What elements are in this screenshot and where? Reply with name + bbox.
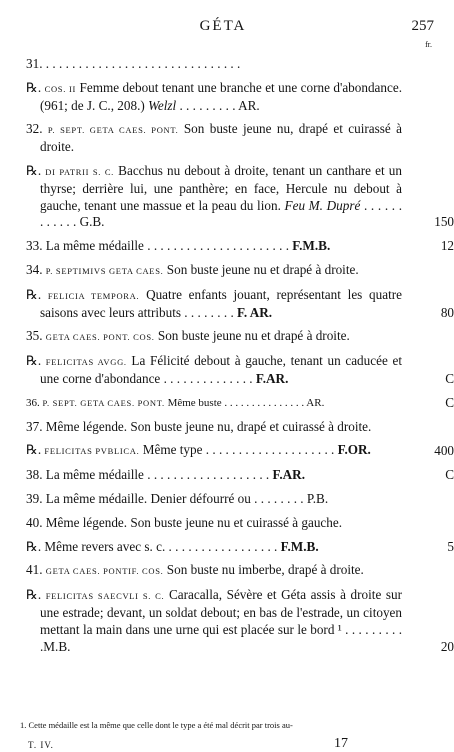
- catalog-entry: [26, 562, 402, 580]
- footnote: 1. Cette médaille est la même que celle dont le type a été mal décrit par trois au-: [20, 720, 293, 730]
- metal-grade: AR.: [306, 396, 325, 409]
- metal-grade: F. AR.: [237, 304, 273, 320]
- catalog-entry: [26, 419, 402, 436]
- catalog-entry: [26, 328, 402, 346]
- metal-grade: F.AR.: [255, 370, 289, 386]
- rarity-value: 12: [440, 238, 454, 254]
- coin-legend: DI PATRII S. C.: [45, 166, 115, 177]
- entry-description: La même médaille: [45, 238, 144, 254]
- page-number: 257: [411, 18, 434, 34]
- coin-legend: GETA CAES. PONTIF. COS.: [45, 566, 164, 577]
- catalog-entry: [26, 538, 454, 556]
- catalog-entry: [26, 491, 402, 508]
- source-name: Welzl: [148, 97, 177, 113]
- catalog-entry: [26, 353, 454, 388]
- page-title: GÉTA: [199, 18, 247, 34]
- entry-number: 37.: [26, 418, 43, 434]
- metal-grade: P.B.: [306, 490, 329, 506]
- column-unit-marker: fr.: [425, 40, 432, 49]
- entry-number: 41.: [26, 562, 43, 578]
- metal-grade: .M.B.: [40, 638, 71, 654]
- entry-number: 36.: [26, 396, 40, 409]
- rarity-value: 150: [434, 214, 454, 230]
- catalog-entry: [26, 442, 454, 460]
- entry-description: Caracalla, Sévère et Géta assis à droite sur une estrade; devant, un soldat debout; en bas de l'estrade, un citoyen mettant la main dans une urne qui est placée sur le bord ¹: [40, 587, 402, 637]
- entry-number: 35.: [26, 328, 43, 344]
- entry-description: Son buste jeune nu et drapé à droite.: [166, 261, 359, 277]
- coin-legend: FELICITAS PVBLICA.: [44, 446, 140, 457]
- entry-number: ℞.: [26, 538, 42, 554]
- leader-dots: . . . . . . . . . . . .: [40, 197, 403, 230]
- entry-description: Bacchus nu debout à droite, tenant un canthare et un thyrse; derrière lui, une panthère; en face, Hercule nu debout à gauche, tenant une massue et la peau du lion.: [40, 162, 402, 213]
- metal-grade: F.AR.: [272, 467, 305, 483]
- coin-legend: FELICIA TEMPORA.: [47, 290, 140, 301]
- catalog-entry: [26, 238, 454, 255]
- entry-number: 40.: [26, 514, 43, 530]
- leader-dots: . . . . . . . .: [254, 490, 304, 506]
- metal-grade: AR.: [238, 97, 260, 113]
- entry-description: Même buste: [167, 396, 222, 409]
- volume-mark: T. IV.: [28, 740, 54, 750]
- leader-dots: . . . . . . . .: [184, 304, 234, 320]
- entry-description: Femme debout tenant une branche et une corne d'abondance. (961; de J. C., 208.): [40, 79, 403, 113]
- catalog-entry: [26, 262, 402, 280]
- rarity-value: 400: [434, 443, 454, 459]
- rarity-value: 80: [440, 304, 454, 320]
- rarity-value: C: [445, 370, 454, 386]
- entry-description: Son buste jeune nu, drapé et cuirassé à droite.: [40, 121, 402, 155]
- coin-legend: COS. II: [44, 83, 77, 94]
- catalog-entry: [26, 80, 402, 115]
- rarity-value: 5: [447, 538, 454, 554]
- coin-legend: FELICITAS AVGG.: [45, 357, 127, 368]
- leader-dots: . . . . . . . . .: [179, 97, 236, 113]
- catalog-entry: [26, 286, 454, 322]
- entry-number: ℞.: [26, 286, 42, 302]
- catalog-entry: [26, 162, 454, 231]
- coin-legend: FELICITAS SAECVLI S. C.: [45, 591, 165, 602]
- entry-description: Même type: [142, 442, 203, 458]
- entry-description: La Félicité debout à gauche, tenant un caducée et une corne d'abondance: [40, 353, 402, 386]
- coin-legend: GETA CAES. PONT. COS.: [45, 332, 155, 343]
- entry-number: ℞.: [26, 442, 42, 458]
- leader-dots: . . . . . . . . . . . . . . . . . . . . . .: [147, 238, 289, 254]
- catalog-entries: [26, 56, 454, 662]
- rarity-value: 20: [440, 638, 454, 654]
- entry-description: Son buste nu imberbe, drapé à droite.: [166, 562, 364, 578]
- coin-legend: P. SEPT. GETA CAES. PONT.: [42, 397, 165, 408]
- entry-description: Même légende. Son buste jeune nu, drapé et cuirassé à droite.: [45, 418, 372, 434]
- rarity-value: C: [445, 467, 454, 483]
- metal-grade: F.M.B.: [292, 238, 331, 254]
- catalog-entry: [26, 515, 402, 532]
- entry-number: 32.: [26, 121, 43, 137]
- metal-grade: F.OR.: [337, 442, 371, 458]
- catalog-entry: [26, 394, 454, 412]
- leader-dots: . . . . . . . . . . . . . . .: [224, 396, 305, 409]
- entry-number: 38.: [26, 467, 43, 483]
- entry-number: 39.: [26, 490, 43, 506]
- entry-description: Même revers avec s. c.: [44, 538, 166, 554]
- metal-grade: G.B.: [79, 214, 105, 230]
- entry-description: Même légende. Son buste jeune nu et cuirassé à gauche.: [45, 514, 343, 530]
- entry-number: ℞.: [26, 353, 42, 369]
- catalog-entry: [26, 467, 454, 484]
- entry-description: Quatre enfants jouant, représentant les quatre saisons avec leurs attributs: [40, 286, 402, 320]
- catalog-entry: [26, 121, 402, 156]
- entry-number: ℞.: [26, 587, 42, 603]
- entry-description: Son buste jeune nu et drapé à droite.: [157, 328, 350, 344]
- entry-number: ℞.: [26, 79, 42, 95]
- entry-description: 31. . . . . . . . . . . . . . . . . . . . . . . . . . . . . . .: [26, 56, 241, 71]
- entry-number: ℞.: [26, 162, 42, 178]
- leader-dots: . . . . . . . . . . . . . . . . .: [168, 538, 278, 554]
- source-name: Feu M. Dupré: [284, 197, 361, 213]
- coin-legend: P. SEPTIMIVS GETA CAES.: [45, 265, 164, 276]
- catalog-entry: [26, 56, 402, 73]
- leader-dots: . . . . . . . . .: [345, 621, 403, 637]
- entry-description: La même médaille: [45, 467, 144, 483]
- entry-number: 33.: [26, 238, 43, 254]
- entry-number: 34.: [26, 261, 43, 277]
- entry-description: La même médaille. Denier défourré ou: [45, 490, 251, 506]
- leader-dots: . . . . . . . . . . . . . . . . . . .: [147, 467, 270, 483]
- signature-mark: 17: [334, 736, 348, 751]
- catalog-entry: [26, 587, 454, 655]
- coin-legend: P. SEPT. GETA CAES. PONT.: [47, 125, 179, 136]
- leader-dots: . . . . . . . . . . . . . .: [163, 370, 253, 386]
- leader-dots: . . . . . . . . . . . . . . . . . . . .: [205, 442, 335, 458]
- metal-grade: F.M.B.: [280, 538, 319, 554]
- rarity-value: C: [445, 394, 454, 410]
